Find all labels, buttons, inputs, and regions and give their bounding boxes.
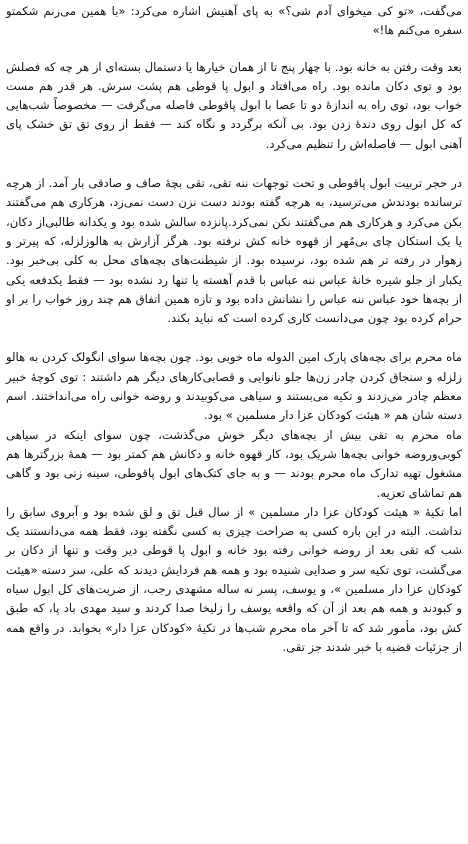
paragraph-spacer — [6, 154, 462, 174]
paragraph-1: می‌گفت، «تو کی میخوای آدم شی؟» به پای آهنیش اشاره می‌کرد: «با همین می‌زنم شکمتو سفره می‌کنم ها!» — [6, 4, 462, 38]
paragraph-4: ماه محرم برای بچه‌های پارک امین الدوله ماه خوبی بود. چون بچه‌ها سوای انگولک کردن به هالو زلزله و سنجاق کردن چادر زن‌ها جلو نانوایی و قصابی‌کارهای دیگر هم داشتند : توی کوچهٔ خبیر معظم چادر می‌زدند و تکیه می‌بستند و سیاهی می‌کوبیدند و روضه خوانی راه می‌انداختند. اسم دسته شان هم « هیئت کودکان عزا دار مسلمین » بود. — [6, 350, 462, 423]
paragraph-3: در حجر تربیت ابول پاقوطی و تحت توجهات ننه تقی، تقی بچهٔ صاف و صادقی بار آمد. از هرچه ترسانده بودندش می‌ترسید، به هرچه گفته بودند دست نزن دست نمی‌زد، هرکاری هم می‌گفتند بکن می‌کرد و هرکاری هم می‌گفتند نکن نمی‌کرد.پانزده سالش شده بود و یکدانه طالبی‌از دکان، یا یک استکان چای بی‌مُهر از قهوه خانه کش نرفته بود. هرگز آزارش به هالوزلزله، که پیرتر و زهوار در رفته تر هم شده بود، نرسیده بود. از شیطنت‌های بچه‌های محل به کلی بی‌خبر بود. یکبار از جلو شیره خانهٔ عباس ننه عباس با قدم آهسته یا تنها رد نشده بود — فقط یکدفعه یکی از بچه‌ها خود عباس ننه عباس را نشانش داده بود و تازه همین اتفاق هم چند روز خواب را بر او حرام کرده بود چون می‌دانست کاری کرده است که نباید بکند. — [6, 176, 462, 326]
paragraph-6: اما تکیهٔ « هیئت کودکان عزا دار مسلمین » از سال قبل تق و لق شده بود و آبروی سابق را نداشت. البته در این باره کسی به صراحت چیزی به کسی نگفته بود، فقط همه می‌دانستند یک شب که تقی بعد از روضه خوانی رفته بود خانه و ابول پا قوطی دیر وقت و تنها از دکان بر می‌گشت، توی تکیه سر و صدایی شنیده بود و همه هم فردایش دیدند که علی، سر دسته «هیئت کودکان عزا دار مسلمین »، و یوسف، پسر نه ساله مشهدی رجب، از ضربت‌های کل ابول سیاه و کبودند و همه هم بعد از آن که واقعه یوسف را زلیخا صدا کردند و سید مهدی باد پا، که طبق کش بود، مأمور شد که تا آخر ماه محرم شب‌ها در تکیهٔ «کودکان عزا دار» بخوابد. در واقع همه از جزئیات قضیه با خبر شدند جز تقی. — [6, 504, 462, 654]
paragraph-spacer — [6, 41, 462, 58]
paragraph-2: بعد وقت رفتن به خانه بود. با چهار پنج تا از همان خیارها یا دستمال بسته‌ای از هر چه که فصلش بود و توی دکان مانده بود. راه می‌افتاد و ابول پا قوطی هم پشت سرش. هر قدر هم مست خواب بود، توی راه به اندازهٔ دو تا عصا با ابول پاقوطی فاصله می‌گرفت — مخصوصاً شب‌هایی که کل ابول روی دندهٔ زدن بود. بی آنکه برگردد و نگاه کند — فقط از روی تق تق خشک پای آهنی ابول — فاصله‌اش را تنظیم می‌کرد. — [6, 59, 462, 151]
paragraph-spacer — [6, 328, 462, 348]
paragraph-5: ماه محرم به تقی بیش از بچه‌های دیگر خوش می‌گذشت، چون سوای اینکه در سیاهی کوبی‌وروضه خوانی بچه‌ها شریک بود، کار قهوه خانه و دکانش هم کمتر بود — همهٔ بزرگترها هم مشغول تهیه تدارک ماه محرم بودند — و به جای کتک‌های ابول پاقوطی، سینه زنی بود و گاهی هم تماشای تعزیه. — [6, 427, 462, 500]
